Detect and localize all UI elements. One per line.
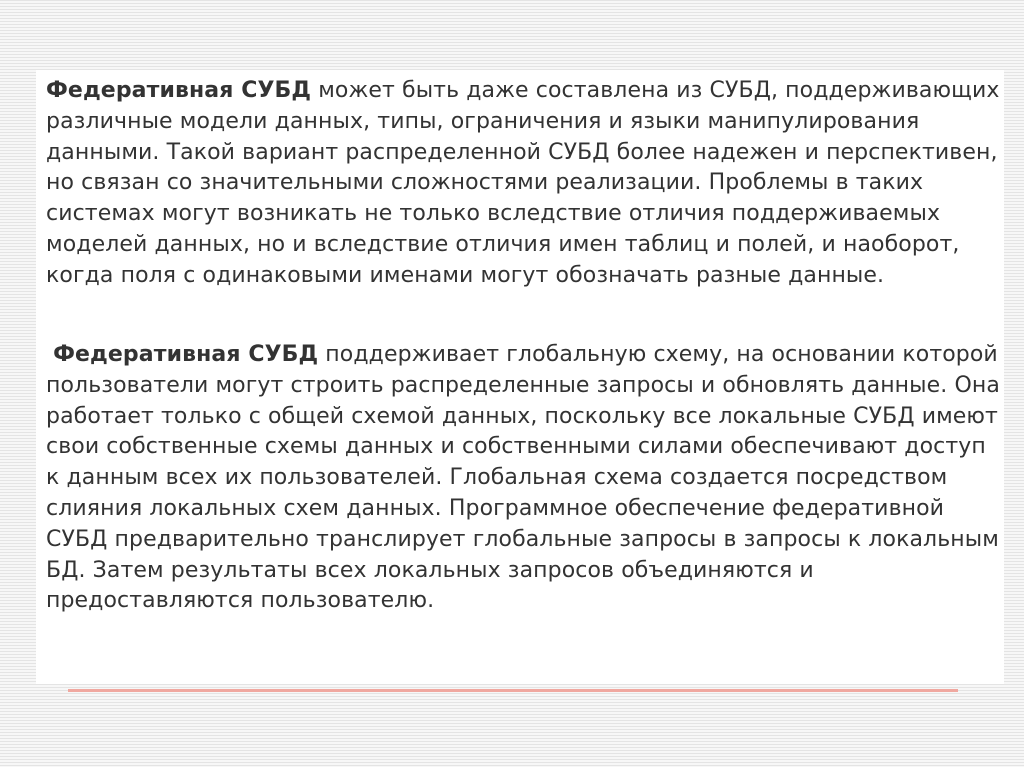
paragraph-2 (46, 340, 1001, 617)
paragraph-2-term: Федеративная СУБД (53, 342, 319, 367)
paragraph-1 (46, 76, 1001, 292)
paragraph-2-text: поддерживает глобальную схему, на основании которой пользователи могут строить распределенные запросы и обновлять данные. Она работает только с общей схемой данных, поскольку все локальные СУБД имеют свои собственные схемы данных и собственными силами обеспечивают доступ к данным всех их пользователей. Глобальная схема создается посредством слияния локальных схем данных. Программное обеспечение федеративной СУБД предварительно транслирует глобальные запросы в запросы к локальным БД. Затем результаты всех локальных запросов объединяются и предоставляются пользователю. (46, 342, 1000, 614)
paragraph-1-text: может быть даже составлена из СУБД, поддерживающих различные модели данных, типы, ограничения и языки манипулирования данными. Такой вариант распределенной СУБД более надежен и перспективен, но связан со значительными сложностями реализации. Проблемы в таких системах могут возникать не только вследствие отличия поддерживаемых моделей данных, но и вследствие отличия имен таблиц и полей, и наоборот, когда поля с одинаковыми именами могут обозначать разные данные. (46, 78, 1000, 288)
content-panel (36, 70, 1004, 684)
footer-divider (68, 689, 958, 692)
paragraph-1-term: Федеративная СУБД (46, 78, 312, 103)
